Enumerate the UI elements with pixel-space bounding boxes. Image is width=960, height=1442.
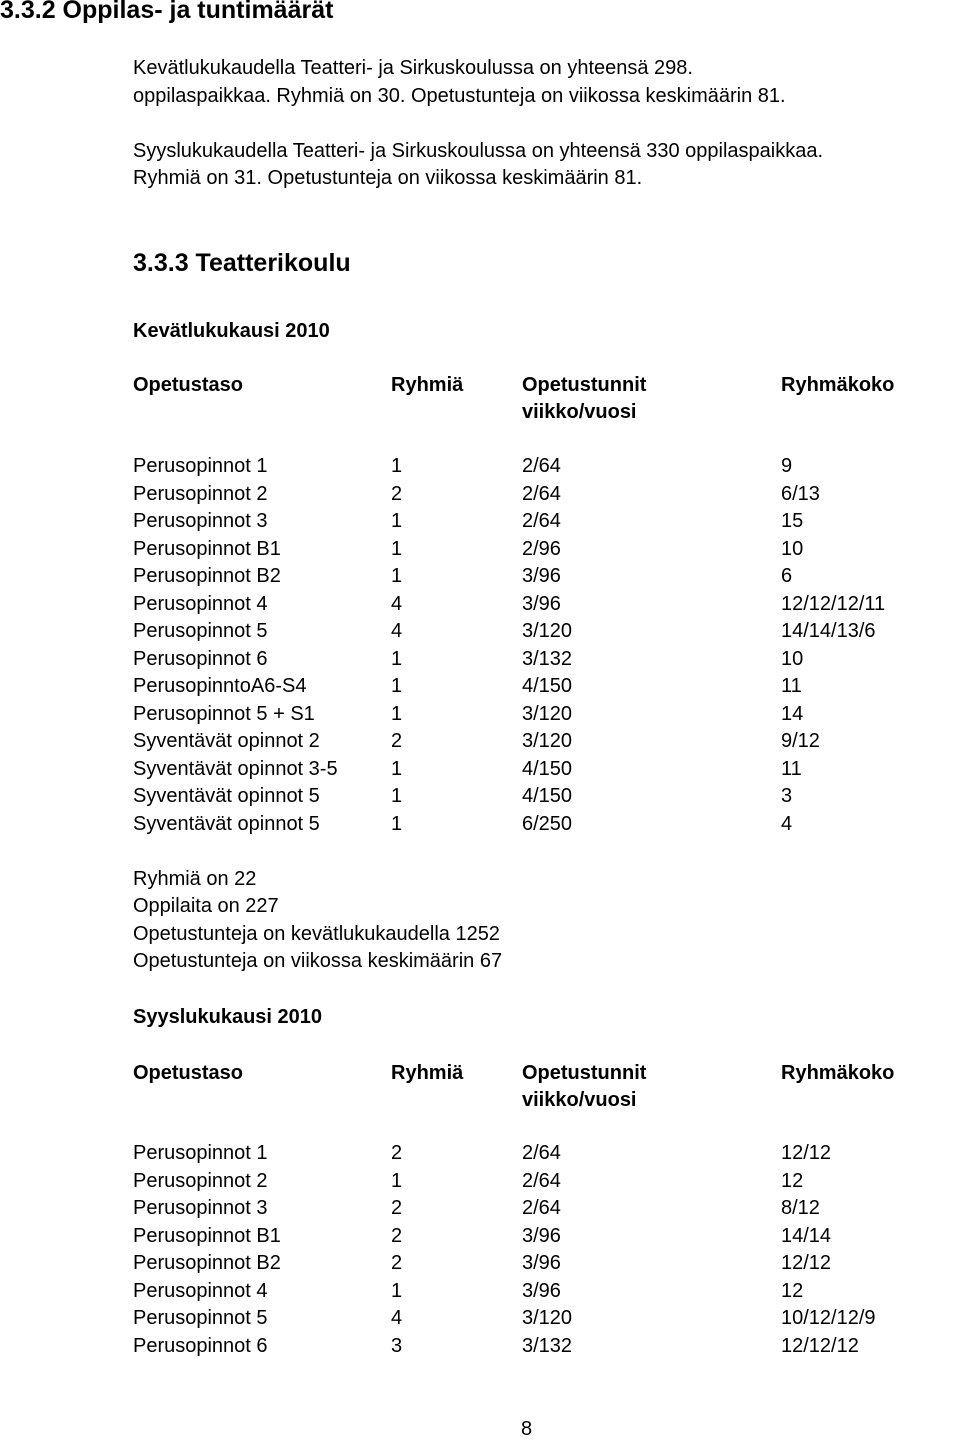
cell-level: Perusopinnot B2 — [133, 1252, 281, 1274]
cell-hours: 2/64 — [522, 482, 561, 505]
cell-hours: 4/150 — [522, 675, 573, 697]
cell-groups: 3 — [391, 1334, 403, 1357]
table-row — [0, 620, 960, 648]
cell-hours: 2/64 — [522, 1197, 561, 1219]
cell-hours: 3/120 — [522, 1307, 573, 1329]
table-row — [0, 538, 960, 566]
cell-size: 6 — [781, 565, 793, 587]
cell-size: 8/12 — [781, 1197, 820, 1219]
cell-level: Syventävät opinnot 3-5 — [133, 757, 338, 780]
cell-hours: 3/96 — [522, 1252, 561, 1274]
cell-level: Perusopinnot 5 — [133, 620, 268, 642]
cell-groups: 1 — [391, 510, 403, 532]
cell-hours: 3/132 — [522, 1334, 573, 1357]
spring-term-title: Kevätlukukausi 2010 — [133, 320, 330, 342]
table-row — [0, 1170, 960, 1198]
cell-groups: 2 — [391, 1197, 403, 1219]
cell-groups: 1 — [391, 812, 403, 835]
cell-level: Perusopinnot 3 — [133, 510, 268, 532]
table-row — [0, 785, 960, 813]
header-size: Ryhmäkoko — [781, 374, 895, 396]
table-row — [0, 1335, 960, 1363]
table-row — [0, 1252, 960, 1280]
cell-size: 9/12 — [781, 730, 820, 752]
cell-hours: 2/64 — [522, 1169, 561, 1192]
cell-size: 14/14/13/6 — [781, 620, 876, 642]
cell-size: 15 — [781, 510, 804, 532]
table-row — [0, 483, 960, 511]
cell-level: Syventävät opinnot 2 — [133, 730, 320, 752]
cell-size: 10 — [781, 537, 804, 560]
spring-summary-line: Ryhmiä on 22 — [133, 868, 257, 890]
subsection-title: 3.3.3 Teatterikoulu — [133, 249, 351, 277]
header-groups: Ryhmiä — [391, 1062, 464, 1084]
table-row — [0, 675, 960, 703]
cell-size: 6/13 — [781, 482, 820, 505]
table-row — [0, 730, 960, 758]
intro-line: oppilaspaikkaa. Ryhmiä on 30. Opetustunteja on viikossa keskimäärin 81. — [133, 85, 786, 107]
cell-size: 10 — [781, 647, 804, 670]
table-row — [0, 1197, 960, 1225]
cell-hours: 2/64 — [522, 510, 561, 532]
cell-size: 12/12/12/11 — [781, 592, 886, 615]
header-hours-line1: Opetustunnit — [522, 374, 647, 396]
table-row — [0, 593, 960, 621]
cell-level: Perusopinnot 6 — [133, 647, 268, 670]
cell-groups: 1 — [391, 757, 403, 780]
header-hours — [522, 1060, 646, 1114]
cell-level: Perusopinnot B1 — [133, 1224, 281, 1247]
table-row — [0, 455, 960, 483]
intro-line: Kevätlukukaudella Teatteri- ja Sirkuskoulussa on yhteensä 298. — [133, 57, 693, 79]
cell-size: 12 — [781, 1169, 804, 1192]
cell-hours: 4/150 — [522, 785, 573, 807]
cell-groups: 1 — [391, 675, 403, 697]
cell-level: Perusopinnot 1 — [133, 1142, 268, 1164]
cell-level: Syventävät opinnot 5 — [133, 785, 320, 807]
cell-size: 9 — [781, 455, 793, 477]
section-title: 3.3.2 Oppilas- ja tuntimäärät — [0, 0, 334, 24]
header-hours-line1: Opetustunnit — [522, 1062, 647, 1084]
cell-hours: 3/120 — [522, 620, 573, 642]
cell-level: Perusopinnot 5 — [133, 1307, 268, 1329]
cell-groups: 4 — [391, 1307, 403, 1329]
cell-level: Perusopinnot 5 + S1 — [133, 702, 315, 725]
cell-size: 3 — [781, 785, 793, 807]
cell-groups: 2 — [391, 1142, 403, 1164]
cell-level: Perusopinnot B1 — [133, 537, 281, 560]
header-hours — [522, 372, 646, 426]
cell-hours: 3/96 — [522, 565, 561, 587]
cell-hours: 4/150 — [522, 757, 573, 780]
cell-level: PerusopinntoA6-S4 — [133, 675, 307, 697]
cell-groups: 2 — [391, 730, 403, 752]
intro-line: Ryhmiä on 31. Opetustunteja on viikossa keskimäärin 81. — [133, 167, 643, 189]
cell-level: Perusopinnot 4 — [133, 1279, 268, 1302]
header-groups: Ryhmiä — [391, 374, 464, 396]
cell-groups: 2 — [391, 482, 403, 505]
cell-size: 11 — [781, 675, 802, 697]
cell-groups: 1 — [391, 647, 403, 670]
cell-size: 14 — [781, 702, 804, 725]
header-hours-line2: viikko/vuosi — [522, 401, 637, 423]
cell-level: Perusopinnot 4 — [133, 592, 268, 615]
table-row — [0, 758, 960, 786]
cell-groups: 1 — [391, 455, 403, 477]
header-level: Opetustaso — [133, 1062, 244, 1084]
table-row — [0, 648, 960, 676]
cell-level: Perusopinnot B2 — [133, 565, 281, 587]
cell-groups: 1 — [391, 785, 403, 807]
cell-size: 14/14 — [781, 1224, 832, 1247]
cell-groups: 2 — [391, 1224, 403, 1247]
table-row — [0, 1307, 960, 1335]
cell-level: Perusopinnot 2 — [133, 1169, 268, 1192]
cell-size: 12/12 — [781, 1142, 832, 1164]
intro-line: Syyslukukaudella Teatteri- ja Sirkuskoulussa on yhteensä 330 oppilaspaikkaa. — [133, 140, 824, 162]
cell-hours: 3/96 — [522, 592, 561, 615]
cell-groups: 1 — [391, 565, 403, 587]
cell-size: 11 — [781, 757, 802, 780]
table-row — [0, 1280, 960, 1308]
cell-level: Perusopinnot 3 — [133, 1197, 268, 1219]
cell-size: 10/12/12/9 — [781, 1307, 876, 1329]
cell-level: Syventävät opinnot 5 — [133, 812, 320, 835]
page-number: 8 — [521, 1418, 533, 1440]
table-row — [0, 813, 960, 841]
table-row — [0, 510, 960, 538]
spring-summary-line: Oppilaita on 227 — [133, 895, 279, 917]
cell-hours: 6/250 — [522, 812, 573, 835]
cell-groups: 4 — [391, 592, 403, 615]
spring-summary-line: Opetustunteja on viikossa keskimäärin 67 — [133, 950, 503, 972]
header-level: Opetustaso — [133, 374, 244, 396]
cell-groups: 1 — [391, 537, 403, 560]
cell-groups: 1 — [391, 1169, 403, 1192]
cell-hours: 2/64 — [522, 1142, 561, 1164]
table-row — [0, 703, 960, 731]
table-row — [0, 1225, 960, 1253]
autumn-term-title: Syyslukukausi 2010 — [133, 1006, 323, 1028]
cell-size: 12 — [781, 1279, 804, 1302]
cell-groups: 1 — [391, 702, 403, 725]
cell-hours: 3/96 — [522, 1279, 561, 1302]
header-hours-line2: viikko/vuosi — [522, 1089, 637, 1111]
cell-level: Perusopinnot 6 — [133, 1334, 268, 1357]
cell-groups: 2 — [391, 1252, 403, 1274]
spring-summary-line: Opetustunteja on kevätlukukaudella 1252 — [133, 923, 500, 945]
cell-level: Perusopinnot 1 — [133, 455, 268, 477]
table-row — [0, 1142, 960, 1170]
cell-level: Perusopinnot 2 — [133, 482, 268, 505]
cell-groups: 1 — [391, 1279, 403, 1302]
cell-hours: 2/96 — [522, 537, 561, 560]
header-size: Ryhmäkoko — [781, 1062, 895, 1084]
table-row — [0, 565, 960, 593]
cell-hours: 3/96 — [522, 1224, 561, 1247]
cell-hours: 3/132 — [522, 647, 573, 670]
cell-hours: 2/64 — [522, 455, 561, 477]
cell-hours: 3/120 — [522, 702, 573, 725]
cell-size: 12/12/12 — [781, 1334, 859, 1357]
cell-hours: 3/120 — [522, 730, 573, 752]
cell-size: 12/12 — [781, 1252, 832, 1274]
cell-size: 4 — [781, 812, 793, 835]
cell-groups: 4 — [391, 620, 403, 642]
